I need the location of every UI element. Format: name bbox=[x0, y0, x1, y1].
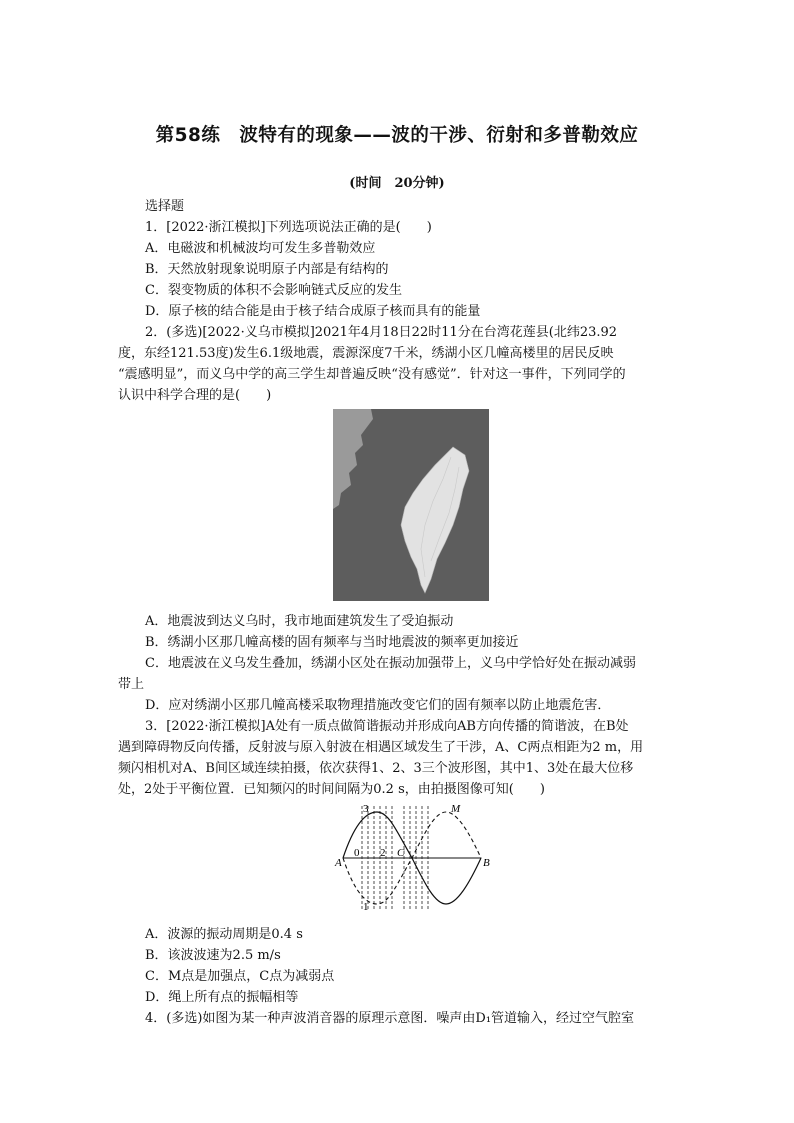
taiwan-map-figure bbox=[333, 409, 489, 601]
q3-option-b: B．该波波速为2.5 m/s bbox=[145, 948, 281, 963]
wave-label-c: C bbox=[397, 847, 405, 859]
q2-line-4: 认识中科学合理的是( ) bbox=[118, 388, 272, 403]
q3-option-c: C．M点是加强点，C点为减弱点 bbox=[145, 969, 335, 984]
q2-option-d: D．应对绣湖小区那几幢高楼采取物理措施改变它们的固有频率以防止地震危害． bbox=[145, 698, 611, 713]
question-block-2 bbox=[118, 611, 678, 800]
question-block-3 bbox=[118, 924, 678, 1029]
time-limit: (时间 20分钟) bbox=[349, 176, 445, 191]
q2-line-1: 2．(多选)[2022·义乌市模拟]2021年4月18日22时11分在台湾花莲县(北纬23.92 bbox=[145, 325, 618, 340]
q3-option-a: A．波源的振动周期是0.4 s bbox=[145, 927, 303, 942]
q3-line-2: 遇到障碍物反向传播，反射波与原入射波在相遇区域发生了干涉，A、C两点相距为2 m，用 bbox=[118, 740, 644, 755]
wave-label-0: 0 bbox=[354, 847, 360, 859]
q2-option-a: A．地震波到达义乌时，我市地面建筑发生了受迫振动 bbox=[145, 614, 454, 629]
q3-line-3: 频闪相机对A、B间区域连续拍摄，依次获得1、2、3三个波形图，其中1、3处在最大位移 bbox=[118, 761, 634, 776]
section-heading: 选择题 bbox=[145, 199, 185, 214]
q3-option-d: D．绳上所有点的振幅相等 bbox=[145, 990, 299, 1005]
wave-label-3: 3 bbox=[363, 803, 369, 815]
q3-line-4: 处，2处于平衡位置．已知频闪的时间间隔为0.2 s，由拍摄图像可知( ) bbox=[118, 782, 545, 797]
q4-line-1: 4．(多选)如图为某一种声波消音器的原理示意图．噪声由D₁管道输入，经过空气腔室 bbox=[145, 1011, 635, 1026]
wave-label-a: A bbox=[335, 857, 342, 869]
q2-option-c: C．地震波在义乌发生叠加，绣湖小区处在振动加强带上，义乌中学恰好处在振动减弱 bbox=[145, 656, 636, 671]
q3-line-1: 3．[2022·浙江模拟]A处有一质点做简谐振动并形成向AB方向传播的简谐波，在B处 bbox=[145, 719, 629, 734]
q1-option-d: D．原子核的结合能是由于核子结合成原子核而具有的能量 bbox=[145, 304, 481, 319]
wave-label-1: 1 bbox=[363, 901, 369, 913]
wave-label-m: M bbox=[451, 803, 461, 815]
question-block-1 bbox=[118, 196, 678, 406]
q2-option-b: B．绣湖小区那几幢高楼的固有频率与当时地震波的频率更加接近 bbox=[145, 635, 519, 650]
q2-line-2: 度，东经121.53度)发生6.1级地震，震源深度7千米，绣湖小区几幢高楼里的居民反映 bbox=[118, 346, 614, 361]
wave-label-2: 2 bbox=[380, 847, 386, 859]
wave-label-b: B bbox=[483, 857, 490, 869]
page-title: 第58练 波特有的现象——波的干涉、衍射和多普勒效应 bbox=[155, 125, 639, 146]
q1-option-b: B．天然放射现象说明原子内部是有结构的 bbox=[145, 262, 389, 277]
q2-line-3: “震感明显”，而义乌中学的高三学生却普遍反映“没有感觉”．针对这一事件，下列同学的 bbox=[118, 367, 626, 382]
q2-option-c-cont: 带上 bbox=[118, 677, 145, 692]
q1-option-c: C．裂变物质的体积不会影响链式反应的发生 bbox=[145, 283, 402, 298]
q1-stem: 1．[2022·浙江模拟]下列选项说法正确的是( ) bbox=[145, 220, 432, 235]
wave-figure bbox=[325, 802, 497, 914]
q1-option-a: A．电磁波和机械波均可发生多普勒效应 bbox=[145, 241, 376, 256]
